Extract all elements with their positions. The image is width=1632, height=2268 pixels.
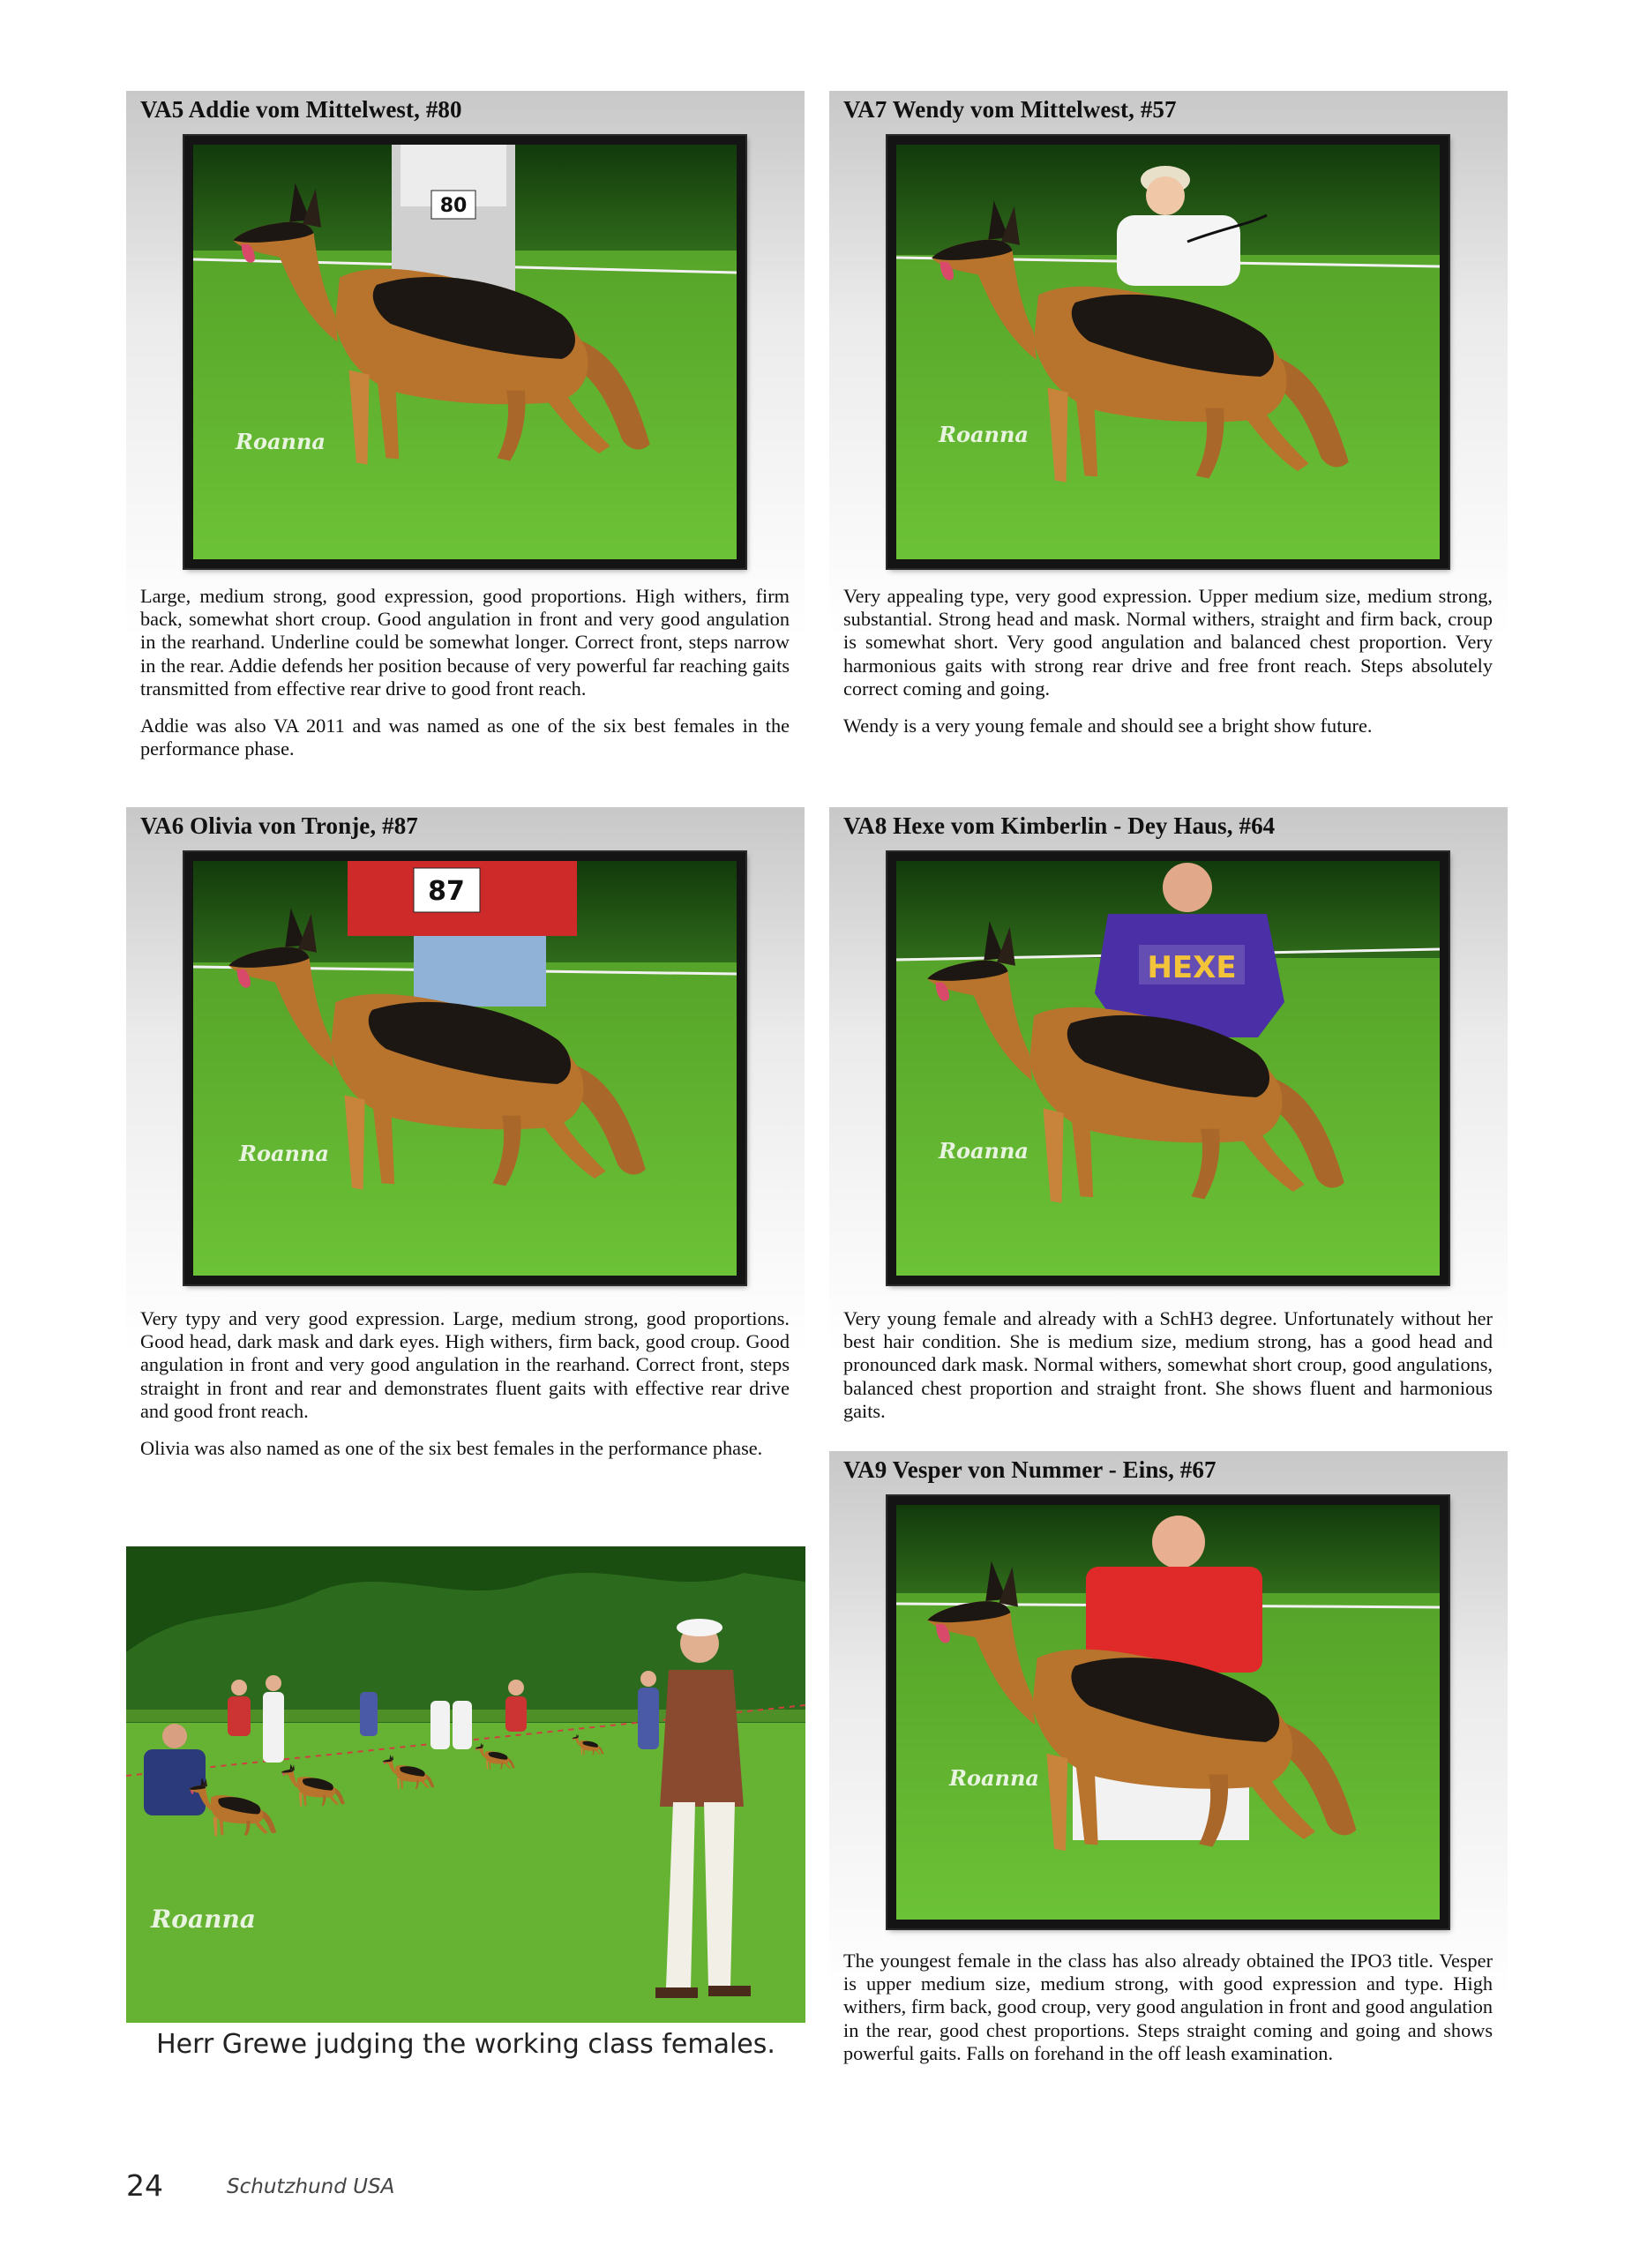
entry-title: VA7 Wendy vom Mittelwest, #57	[843, 96, 1177, 123]
entry-description	[843, 1307, 1493, 1437]
description-paragraph: Wendy is a very young female and should see a bright show future.	[843, 715, 1373, 737]
description-paragraph: Very typy and very good expression. Large, medium strong, good proportions. Good head, dark mask and dark eyes. High withers, firm back, good croup. Good angulation in front and very good angulation in the rearhand. Correct front, steps straight in front and rear and demonstrates fluent gaits with effective rear drive and good front reach.	[140, 1307, 790, 1422]
entry-title: VA5 Addie vom Mittelwest, #80	[140, 96, 462, 123]
photo-watermark: Roanna	[236, 429, 326, 454]
photo-scene	[896, 145, 1440, 559]
dog-photo	[184, 852, 745, 1284]
description-paragraph: Very young female and already with a SchH3 degree. Unfortunately without her best hair condition. She is medium size, medium strong, has a good head and pronounced dark mask. Normal withers, somewhat short croup, good angulations, balanced chest proportion and straight front. She shows fluent and harmonious gaits.	[843, 1307, 1493, 1422]
photo-scene	[896, 861, 1440, 1276]
bib-number: 87	[428, 876, 465, 907]
description-paragraph: Olivia was also named as one of the six best females in the performance phase.	[140, 1437, 763, 1460]
bib-number: 80	[439, 195, 468, 217]
page-number: 24	[126, 2168, 163, 2203]
entry-title: VA8 Hexe vom Kimberlin - Dey Haus, #64	[843, 812, 1276, 839]
description-paragraph: Large, medium strong, good expression, good proportions. High withers, firm back, somewhat short croup. Good angulation in front and very good angulation in the rearhand. Underline could be somewhat longer. Correct front, steps narrow in the rear. Addie defends her position because of very powerful far reaching gaits transmitted from effective rear drive to good front reach.	[140, 585, 790, 700]
description-paragraph: The youngest female in the class has also already obtained the IPO3 title. Vesper is upper medium size, medium strong, with good expression and type. High withers, firm back, good croup, very good angulation in front and good angulation in the rear, good chest proportions. Steps straight coming and going and shows powerful gaits. Falls on forehand in the off leash examination.	[843, 1950, 1493, 2064]
entry-description	[843, 585, 1493, 752]
photo-watermark: Roanna	[151, 1905, 256, 1934]
photo-watermark: Roanna	[939, 1138, 1029, 1164]
entry-title: VA9 Vesper von Nummer - Eins, #67	[843, 1456, 1217, 1483]
magazine-name: Schutzhund USA	[227, 2175, 395, 2198]
entry-title: VA6 Olivia von Tronje, #87	[140, 812, 418, 839]
entry-card-va6	[126, 807, 805, 1513]
entry-card-va8	[829, 807, 1508, 1442]
entry-card-va7	[829, 91, 1508, 797]
group-photo-scene	[126, 1546, 805, 2023]
dog-photo	[887, 136, 1449, 568]
shirt-text: HEXE	[1147, 950, 1237, 985]
entry-card-va5	[126, 91, 805, 797]
group-photo	[126, 1546, 805, 2027]
photo-scene	[193, 861, 737, 1276]
entry-card-va9	[829, 1451, 1508, 2108]
dog-photo	[184, 136, 745, 568]
photo-scene	[193, 145, 737, 559]
entry-description	[140, 1307, 790, 1474]
dog-photo	[887, 1496, 1449, 1928]
photo-caption: Herr Grewe judging the working class females.	[156, 2029, 775, 2060]
entry-description	[843, 1950, 1493, 2079]
photo-watermark: Roanna	[949, 1765, 1039, 1791]
photo-scene	[896, 1505, 1440, 1920]
description-paragraph: Very appealing type, very good expression. Upper medium size, medium strong, substantial. Strong head and mask. Normal withers, straight and firm back, croup is somewhat short. Very good angulation and balanced chest proportion. Very harmonious gaits with strong rear drive and free front reach. Steps absolutely correct coming and going.	[843, 585, 1493, 700]
description-paragraph: Addie was also VA 2011 and was named as one of the six best females in the performance phase.	[140, 715, 790, 760]
entry-description	[140, 585, 790, 775]
dog-photo	[887, 852, 1449, 1284]
photo-watermark: Roanna	[239, 1141, 329, 1166]
photo-watermark: Roanna	[939, 422, 1029, 447]
